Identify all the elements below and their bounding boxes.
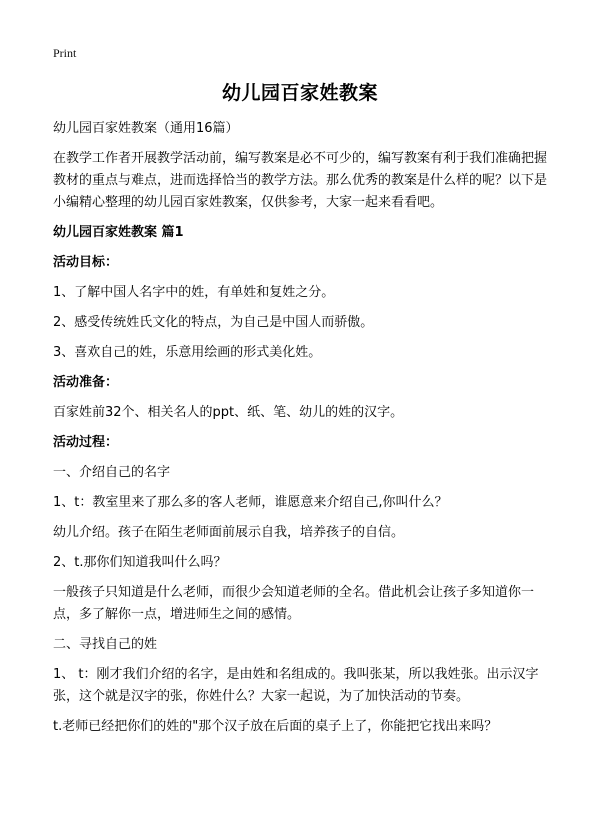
process-step: 一、介绍自己的名字: [53, 465, 171, 480]
document-body: [53, 118, 553, 746]
process-step: 幼儿介绍。孩子在陌生老师面前展示自我，培养孩子的自信。: [53, 525, 405, 540]
process-step: 二、寻找自己的姓: [53, 637, 158, 652]
goal-item: 1、了解中国人名字中的姓，有单姓和复姓之分。: [53, 285, 335, 300]
print-label: Print: [53, 46, 77, 60]
process-step: 2、t.那你们知道我叫什么吗？: [53, 555, 227, 570]
intro-paragraph: 在教学工作者开展教学活动前，编写教案是必不可少的，编写教案有利于我们准确把握教材的重点与难点，进而选择恰当的教学方法。那么优秀的教案是什么样的呢？以下是小编精心整理的幼儿园百家姓教案，仅供参考，大家一起来看看吧。: [53, 151, 548, 210]
process-step: 1、t：教室里来了那么多的客人老师，谁愿意来介绍自己,你叫什么？: [53, 495, 448, 510]
process-step: 1、 t：刚才我们介绍的名字，是由姓和名组成的。我叫张某，所以我姓张。出示汉字张，这个就是汉字的张，你姓什么？大家一起说，为了加快活动的节奏。: [53, 667, 539, 704]
document-subtitle: 幼儿园百家姓教案（通用16篇）: [53, 121, 239, 136]
process-step: 一般孩子只知道是什么老师，而很少会知道老师的全名。借此机会让孩子多知道你一点，多了解你一点，增进师生之间的感情。: [53, 585, 535, 622]
prep-text: 百家姓前32个、相关名人的ppt、纸、笔、幼儿的姓的汉字。: [53, 405, 404, 420]
process-step: t.老师已经把你们的姓的"那个汉子放在后面的桌子上了，你能把它找出来吗？: [53, 719, 498, 734]
document-title: 幼儿园百家姓教案: [221, 82, 378, 104]
section-title: 幼儿园百家姓教案 篇1: [53, 225, 184, 240]
prep-heading: 活动准备：: [53, 375, 119, 390]
process-heading: 活动过程：: [53, 435, 119, 450]
goals-heading: 活动目标：: [53, 255, 119, 270]
goal-item: 2、感受传统姓氏文化的特点，为自己是中国人而骄傲。: [53, 315, 374, 330]
goal-item: 3、喜欢自己的姓，乐意用绘画的形式美化姓。: [53, 345, 322, 360]
